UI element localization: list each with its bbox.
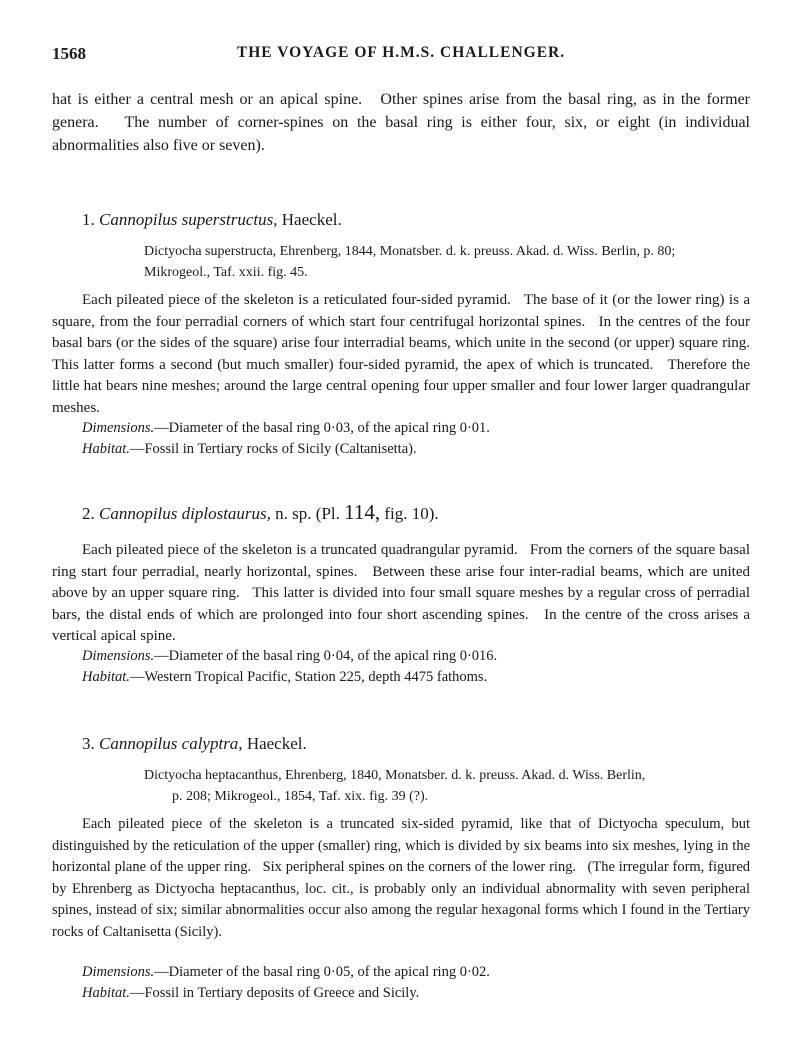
dimensions-value: —Diameter of the basal ring 0·04, of the apical ring 0·016. (154, 648, 498, 664)
species-2-description-block (52, 540, 754, 648)
species-3-meta (52, 962, 750, 1004)
species-heading (52, 208, 750, 232)
species-number: 2. (82, 504, 95, 523)
species-3-description-block (52, 814, 754, 943)
dimensions-label: Dimensions. (82, 648, 155, 664)
species-name: Cannopilus superstructus, (99, 210, 278, 229)
species-name: Cannopilus calyptra, (99, 734, 243, 753)
species-number: 3. (82, 734, 95, 753)
dimensions-label: Dimensions. (82, 420, 155, 436)
species-2-section (52, 500, 750, 526)
dimensions-label: Dimensions. (82, 964, 155, 980)
habitat-line (52, 983, 750, 1004)
species-author: Haeckel. (246, 734, 307, 753)
species-description: Each pileated piece of the skeleton is a truncated quadrangular pyramid. From the corners of the square basal ring start four perradial, nearly horizontal, spines. Between these arise four inter-radial beams, which are united above by an upper square ring. This latter is divided into four small square meshes by a regular cross of perradial bars, the distal ends of which are prolonged into four short ascending spines. In the centre of the cross arises a vertical apical spine. (52, 542, 754, 644)
figure-ref: fig. 10). (384, 504, 439, 523)
running-header (52, 44, 750, 68)
species-3-section (52, 732, 750, 756)
species-1-description-block (52, 290, 762, 419)
species-name: Cannopilus diplostaurus, (99, 504, 271, 523)
habitat-value: —Fossil in Tertiary deposits of Greece and Sicily. (129, 985, 420, 1001)
plate-number: 114, (344, 500, 381, 524)
species-heading (52, 732, 750, 756)
running-title: THE VOYAGE OF H.M.S. CHALLENGER. (236, 44, 566, 61)
reference-line: Dictyocha superstructa, Ehrenberg, 1844, Monatsber. d. k. preuss. Akad. d. Wiss. Berlin, p. 80; (144, 244, 676, 259)
habitat-label: Habitat. (82, 985, 130, 1001)
dimensions-line (52, 962, 750, 983)
intro-paragraph: hat is either a central mesh or an apical spine. Other spines arise from the basal ring, as in the former genera. The number of corner-spines on the basal ring is either four, six, or eight (in individual abnormalities also five or seven). (52, 91, 754, 154)
species-heading (52, 500, 750, 526)
dimensions-line (52, 418, 750, 439)
habitat-value: —Western Tropical Pacific, Station 225, depth 4475 fathoms. (129, 669, 488, 685)
species-description: Each pileated piece of the skeleton is a reticulated four-sided pyramid. The base of it (or the lower ring) is a square, from the four perradial corners of which start four centrifugal horizontal spines. In the centres of the four basal bars (or the sides of the square) arise four interradial beams, which unite in the second (or upper) square ring. This latter forms a second (but much smaller) four-sided pyramid, the apex of which is truncated. Therefore the little hat bears nine meshes; around the large central opening four upper smaller and four lower larger quadrangular meshes. (52, 292, 762, 416)
habitat-label: Habitat. (82, 669, 130, 685)
species-author: n. sp. (Pl. (275, 504, 340, 523)
dimensions-value: —Diameter of the basal ring 0·03, of the apical ring 0·01. (154, 420, 490, 436)
page-number: 1568 (52, 44, 86, 63)
dimensions-value: —Diameter of the basal ring 0·05, of the apical ring 0·02. (154, 964, 490, 980)
habitat-line (52, 439, 750, 460)
reference-line: Dictyocha heptacanthus, Ehrenberg, 1840, Monatsber. d. k. preuss. Akad. d. Wiss. Berlin, (144, 768, 646, 783)
species-1-reference (52, 242, 750, 283)
species-author: Haeckel. (281, 210, 342, 229)
species-description: Each pileated piece of the skeleton is a truncated six-sided pyramid, like that of Dictyocha speculum, but distinguished by the reticulation of the upper (smaller) ring, which is divided by six beams into six meshes, lying in the horizontal plane of the upper ring. Six peripheral spines on the corners of the lower ring. (The irregular form, figured by Ehrenberg as Dictyocha heptacanthus, loc. cit., is probably only an individual abnormality with seven peripheral spines, instead of six; similar abnormalities occur also among the regular hexagonal forms which I found in the Tertiary rocks of Caltanisetta (Sicily). (52, 816, 754, 940)
reference-line: Mikrogeol., Taf. xxii. fig. 45. (144, 264, 308, 280)
habitat-value: —Fossil in Tertiary rocks of Sicily (Caltanisetta). (129, 441, 417, 457)
species-1-section (52, 208, 750, 232)
reference-line: p. 208; Mikrogeol., 1854, Taf. xix. fig. 39 (?). (172, 788, 429, 804)
species-3-reference (52, 766, 750, 807)
species-2-meta (52, 646, 750, 688)
species-1-meta (52, 418, 750, 460)
species-number: 1. (82, 210, 95, 229)
dimensions-line (52, 646, 750, 667)
habitat-label: Habitat. (82, 441, 130, 457)
habitat-line (52, 667, 750, 688)
intro-paragraph-block (52, 88, 754, 157)
